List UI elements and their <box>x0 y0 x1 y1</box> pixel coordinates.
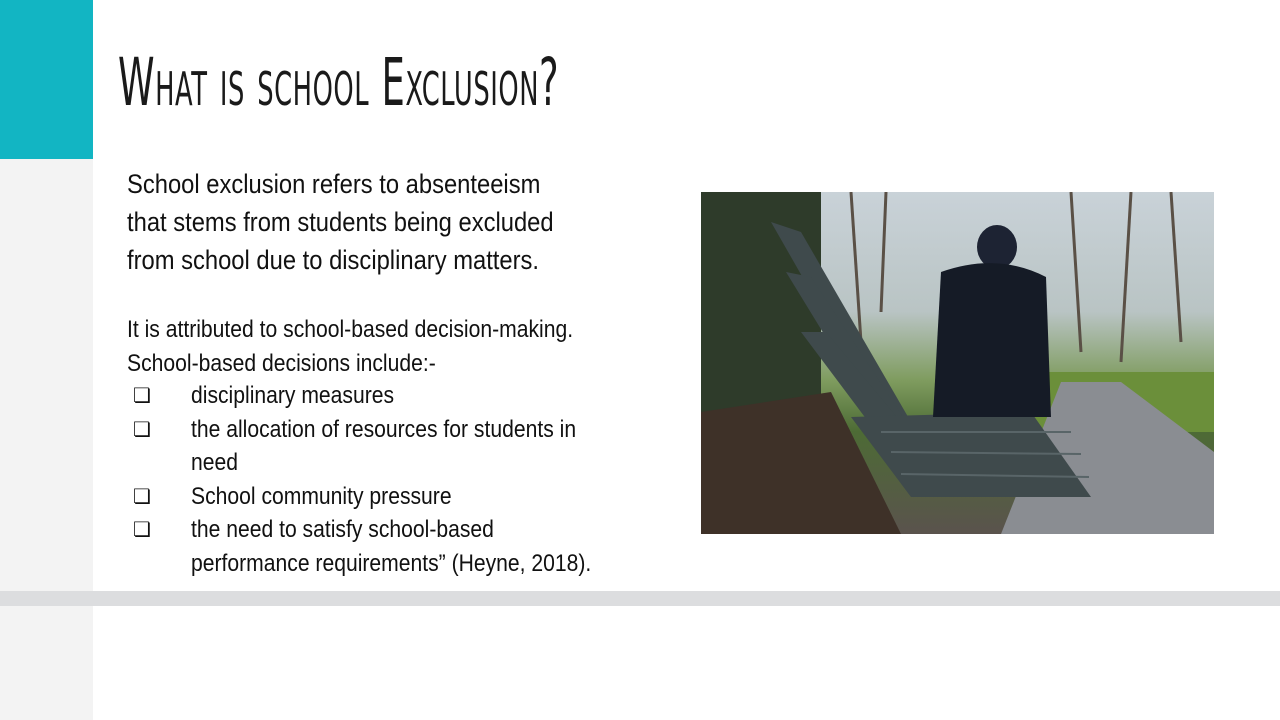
list-item <box>133 513 646 580</box>
checkbox-bullet-icon: ❏ <box>133 383 151 407</box>
detail-paragraph <box>127 313 634 380</box>
list-item-text: the allocation of resources for students in <box>191 415 577 443</box>
list-item-text: performance requirements” (Heyne, 2018). <box>191 549 592 577</box>
checkbox-bullet-icon: ❏ <box>133 416 151 441</box>
list-item <box>133 379 646 413</box>
intro-line: School exclusion refers to absenteeism <box>127 169 541 199</box>
list-item <box>133 413 646 480</box>
accent-block <box>0 0 93 159</box>
checkbox-bullet-icon: ❏ <box>133 483 151 508</box>
list-item-text: disciplinary measures <box>191 382 395 409</box>
divider-bar <box>0 591 1280 606</box>
list-item <box>133 480 646 514</box>
detail-line: It is attributed to school-based decision-making. <box>127 316 574 343</box>
bench-photo <box>701 192 1214 534</box>
intro-paragraph <box>127 165 612 279</box>
checkbox-bullet-icon: ❏ <box>133 517 151 542</box>
intro-line: that stems from students being excluded <box>127 207 554 237</box>
list-item-text: School community pressure <box>191 482 452 510</box>
list-item-text: need <box>191 449 238 477</box>
bench-photo-illustration <box>701 192 1214 534</box>
list-item-text: the need to satisfy school-based <box>191 516 494 544</box>
slide-title: What is school Exclusion? <box>118 44 560 121</box>
bullet-list <box>133 379 646 581</box>
detail-line: School-based decisions include:- <box>127 349 436 377</box>
intro-line: from school due to disciplinary matters. <box>127 245 540 275</box>
